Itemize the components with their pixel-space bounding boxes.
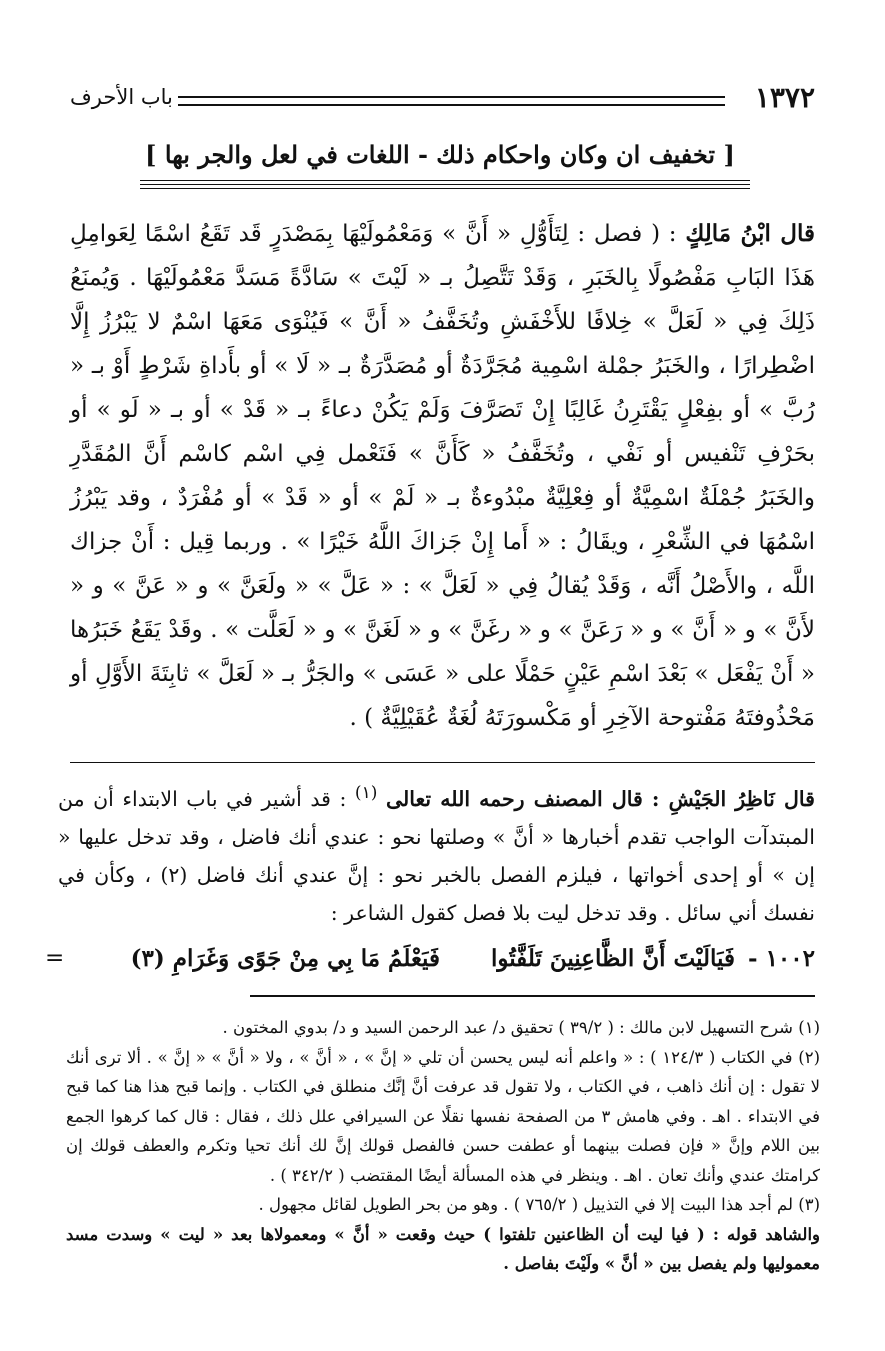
commentary bbox=[58, 774, 815, 932]
footnote-divider bbox=[250, 995, 815, 997]
footnote-1: (١) شرح التسهيل لابن مالك : ( ٣٩/٢ ) تحقيق د/ عبد الرحمن السيد و د/ بدوي المختون . bbox=[222, 1018, 820, 1037]
footnotes bbox=[66, 1013, 820, 1279]
footnote-2: (٢) في الكتاب ( ١٢٤/٣ ) : « واعلم أنه ليس يحسن أن تلي « إنَّ » ، « أنَّ » ، ولا « أنَّ » « إنَّ » . ألا ترى أنك لا تقول : إن أنك ذاهب ، في الكتاب ، ولا تقول قد عرفت أنَّ إنَّك منطلق في الكتاب . وإنما قبح هذا هنا كما قبح في الابتداء . اهـ . وفي هامش ٣ من الصفحة نفسها نقلًا عن السيرافي علل ذلك ، فقال : قال كما كرهوا الجمع بين اللام وإنَّ « فإن فصلت بينهما أو عطفت حسن فالفصل قولك إنَّ لك أنك تحيا وتكرم والعطف قولك إن كرامتك عندي وأنك تعان . اهـ . وينظر في هذه المسألة أيضًا المقتضب ( ٣٤٢/٢ ) . bbox=[66, 1047, 820, 1185]
verse-number: ١٠٠٢ - bbox=[748, 945, 815, 972]
title-underline bbox=[140, 180, 750, 192]
verse-first-hemistich: فَيَالَيْتَ أَنَّ الظَّاعِنِينَ تَلَفَّتُوا bbox=[490, 945, 735, 972]
header-rule bbox=[178, 96, 725, 106]
main-divider bbox=[70, 762, 815, 763]
poetry-verse bbox=[45, 945, 815, 985]
commentary-body: : قد أشير في باب الابتداء أن من المبتدآت الواجب تقدم أخبارها « أنَّ » وصلتها نحو : عندي أنك فاضل ، وقد تدخل عليها « إن » أو إحدى أخواتها ، فيلزم الفصل بالخبر نحو : إنَّ عندي أنك فاضل (٢) ، وكأن في نفسك أني سائل . وقد تدخل ليت بلا فصل كقول الشاعر : bbox=[58, 786, 816, 925]
main-paragraph bbox=[70, 212, 815, 740]
verse-second-hemistich: فَيَعْلَمُ مَا بِي مِنْ جَوًى وَغَرَامِ (٣) bbox=[130, 945, 440, 972]
continuation-mark: = bbox=[45, 945, 65, 971]
footnote-3: (٣) لم أجد هذا البيت إلا في التذييل ( ٧٦٥/٢ ) . وهو من بحر الطويل لقائل مجهول . bbox=[258, 1195, 820, 1214]
section-title: [ تخفيف ان وكان واحكام ذلك - اللغات في لعل والجر بها ] bbox=[145, 140, 735, 169]
main-body: : ( فصل : لِتَأَوُّلِ « أَنَّ » وَمَعْمُولَيْهَا بِمَصْدَرٍ قَد تَقَعُ اسْمًا لِعَوامِلِ هَذَا البَابِ مَفْصُولًا بِالخَبَرِ ، وَقَدْ تَتَّصِلُ بـ « لَيْتَ » سَادَّةً مَسَدَّ مَعْمُولَيْهَا . وَيُمنَعُ ذَلِكَ فِي « لَعَلَّ » خِلافًا للأَخْفَشِ وتُخَفَّفُ « أَنَّ » فَيُنْوَى مَعَهَا اسْمٌ لا يَبْرُزُ إِلَّا اضْطِرارًا ، والخَبَرُ جمْلة اسْمِية مُجَرَّدَةٌ أو مُصَدَّرَةٌ بـ « لَا » أو بأَداةِ شَرْطٍ أَوْ بـ « رُبَّ » أو بفِعْلٍ يَقْتَرِنُ غَالِبًا إِنْ تَصَرَّفَ وَلَمْ يَكُنْ دعاءً بـ « قَدْ » أو بـ « لَو » أو بحَرْفِ تَنْفيس أو نَفْي ، وتُخَفَّفُ « كَأَنَّ » فَتَعْمل فِي اسْم كاسْم أَنَّ المُقَدَّرِ والخَبَرُ جُمْلَةٌ اسْمِيَّةٌ أو فِعْلِيَّةٌ مبْدُوءةٌ بـ « لَمْ » أو « قَدْ » أو مُفْرَدٌ ، وقد يَبْرُزُ اسْمُهَا في الشِّعْرِ ، ويقَالُ : « أَما إِنْ جَزاكَ اللَّهُ خَيْرًا » . وربما قِيل : أَنْ جزاك اللَّه ، والأَصْلُ أَنَّه ، وَقَدْ يُقالُ فِي « لَعَلَّ » : « عَلَّ » « ولَعَنَّ » و « عَنَّ » و « لأَنَّ » و « أَنَّ » و « رَعَنَّ » و « رغَنَّ » و « لَغَنَّ » و « لَعَلَّت » . وقَدْ يَقَعُ خَبَرُها « أَنْ يَفْعَل » بَعْدَ اسْمِ عَيْنٍ حَمْلًا على « عَسَى » والجَرُّ بـ « لَعَلَّ » ثابِتَةَ الأَوَّلِ أو مَحْذُوفتَهُ مَفْتوحة الآخِرِ أو مَكْسورَتَهُ لُغَةٌ عُقَيْلِيَّةٌ ) . bbox=[70, 221, 815, 731]
main-text bbox=[70, 212, 815, 740]
running-head: باب الأحرف bbox=[70, 85, 173, 109]
page-header bbox=[70, 83, 815, 115]
page-number: ١٣٧٢ bbox=[754, 81, 815, 114]
commentary-speaker: قال نَاظِرُ الجَيْشِ : قال المصنف رحمه الله تعالى bbox=[385, 786, 815, 811]
footnote-ref-1: (١) bbox=[354, 783, 378, 803]
footnote-3-continuation: والشاهد قوله : ( فيا ليت أن الظاعنين تلفتوا ) حيث وقعت « أنَّ » ومعمولاها بعد « ليت » وسدت مسد معموليها ولم يفصل بين « أنَّ » ولَيْتَ بفاصل . bbox=[66, 1224, 820, 1273]
main-speaker: قال ابْنُ مَالِكٍ bbox=[685, 220, 816, 247]
